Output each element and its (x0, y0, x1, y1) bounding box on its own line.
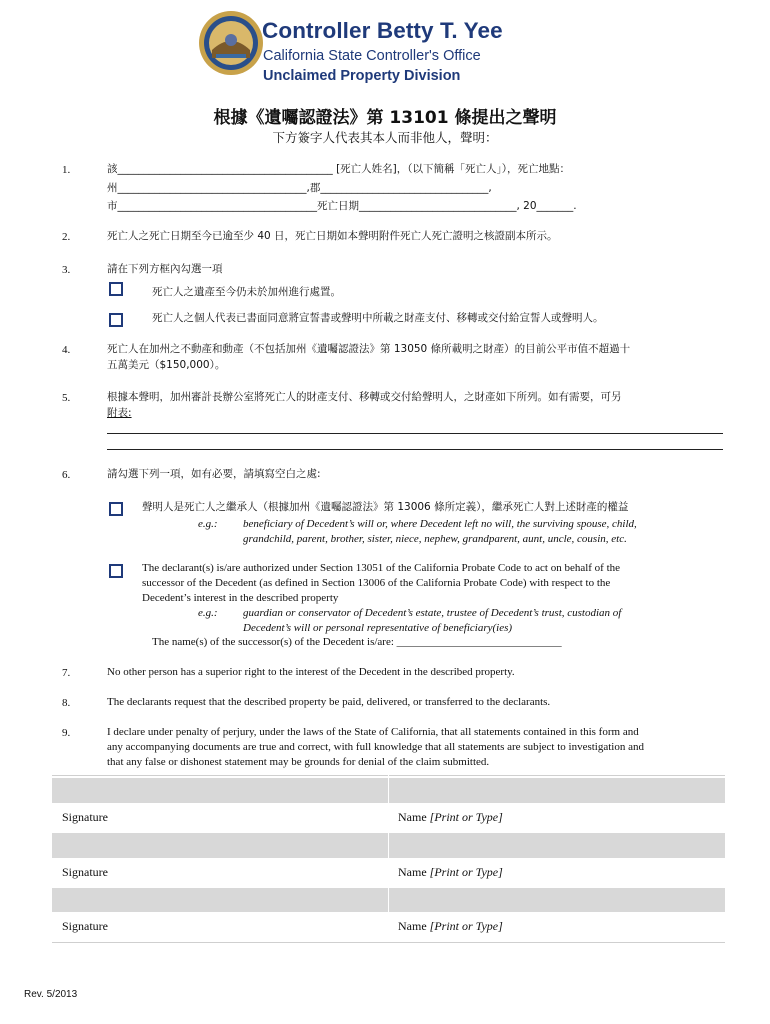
item-6-option-2-line-1: The declarant(s) is/are authorized under Section 13051 of the California Probate Code to act on behalf of the (142, 562, 621, 574)
item-number: 5. (62, 392, 71, 404)
checkbox-representative-consent[interactable] (109, 313, 123, 327)
checkbox-successor[interactable] (109, 502, 123, 516)
document-subtitle: 下方簽字人代表其本人而非他人，聲明： (272, 130, 498, 145)
item-7-text: No other person has a superior right to the interest of the Decedent in the described property. (107, 666, 515, 678)
item-3-option-2: 死亡人之個人代表已書面同意將宣誓書或聲明中所載之財產支付、移轉或交付給宣誓人或聲明人。 (152, 312, 604, 324)
property-description-line[interactable] (107, 449, 723, 450)
name-label: Name [Print or Type] (398, 865, 503, 879)
signature-label: Signature (62, 919, 108, 933)
signature-label: Signature (62, 810, 108, 824)
item-number: 6. (62, 469, 71, 481)
item-1-line-2: 州____________________________________,郡________________________________, (107, 182, 492, 194)
item-9-line-2: any accompanying documents are true and correct, with full knowledge that all statements are subject to investigation and (107, 741, 644, 753)
item-number: 3. (62, 264, 71, 276)
item-number: 7. (62, 667, 71, 679)
example-text: guardian or conservator of Decedent’s estate, trustee of Decedent’s trust, custodian of (243, 607, 622, 619)
example-label: e.g.: (198, 607, 218, 619)
state-seal-logo (198, 10, 264, 76)
letterhead (198, 10, 558, 88)
item-6-text: 請勾選下列一項，如有必要，請填寫空白之處: (107, 468, 321, 480)
item-1-line-3: 市______________________________________死亡日期______________________________, 20_______. (107, 200, 577, 212)
item-3-option-1: 死亡人之遺產至今仍未於加州進行處置。 (152, 286, 341, 298)
document-title: 根據《遺囑認證法》第 13101 條提出之聲明 (213, 108, 557, 128)
item-number: 4. (62, 344, 71, 356)
item-5-line-1: 根據本聲明，加州審計長辦公室將死亡人的財產支付、移轉或交付給聲明人，之財產如下所列。如有需要，可另 (107, 391, 622, 403)
item-number: 9. (62, 727, 71, 739)
checkbox-estate-not-administered[interactable] (109, 282, 123, 296)
item-5-line-2: 附表: (107, 407, 132, 419)
item-9-line-1: I declare under penalty of perjury, under the laws of the State of California, that all statements contained in this form and (107, 726, 639, 738)
item-number: 8. (62, 697, 71, 709)
office-name: California State Controller's Office (263, 48, 481, 64)
controller-title: Controller Betty T. Yee (262, 18, 503, 43)
item-1-line-1: 該_________________________________________ [死亡人姓名]，（以下簡稱「死亡人」），死亡地點： (107, 163, 571, 175)
item-6-option-2-line-3: Decedent’s interest in the described property (142, 592, 339, 604)
example-text: beneficiary of Decedent’s will or, where Decedent left no will, the surviving spouse, child, (243, 518, 637, 530)
item-3-text: 請在下列方框內勾選一項 (107, 263, 223, 275)
example-text: grandchild, parent, brother, sister, niece, nephew, grandparent, aunt, uncle, cousin, etc. (243, 533, 627, 545)
item-number: 2. (62, 231, 71, 243)
checkbox-authorized-agent[interactable] (109, 564, 123, 578)
successor-names-field[interactable]: The name(s) of the successor(s) of the Decedent is/are: ______________________________ (152, 636, 562, 648)
item-8-text: The declarants request that the described property be paid, delivered, or transferred to the declarants. (107, 696, 551, 708)
item-6-option-2-line-2: successor of the Decedent (as defined in Section 13006 of the California Probate Code) with respect to the (142, 577, 611, 589)
item-9-line-3: that any false or dishonest statement may be grounds for denial of the claim submitted. (107, 756, 490, 768)
example-text: Decedent’s will or personal representative of beneficiary(ies) (243, 622, 513, 634)
item-4-line-1: 死亡人在加州之不動產和動產（不包括加州《遺囑認證法》第 13050 條所載明之財產）的目前公平市值不超過十 (107, 343, 631, 355)
item-6-option-1: 聲明人是死亡人之繼承人（根據加州《遺囑認證法》第 13006 條所定義），繼承死亡人對上述財產的權益 (142, 501, 629, 513)
item-2-text: 死亡人之死亡日期至今已逾至少 40 日，死亡日期如本聲明附件死亡人死亡證明之核證副本所示。 (107, 230, 558, 242)
item-number: 1. (62, 164, 71, 176)
example-label: e.g.: (198, 518, 218, 530)
revision-date: Rev. 5/2013 (24, 989, 78, 1000)
signature-label: Signature (62, 865, 108, 879)
item-4-line-2: 五萬美元（$150,000）。 (107, 359, 226, 371)
division-name: Unclaimed Property Division (263, 68, 461, 84)
name-label: Name [Print or Type] (398, 810, 503, 824)
property-description-line[interactable] (107, 433, 723, 434)
name-label: Name [Print or Type] (398, 919, 503, 933)
